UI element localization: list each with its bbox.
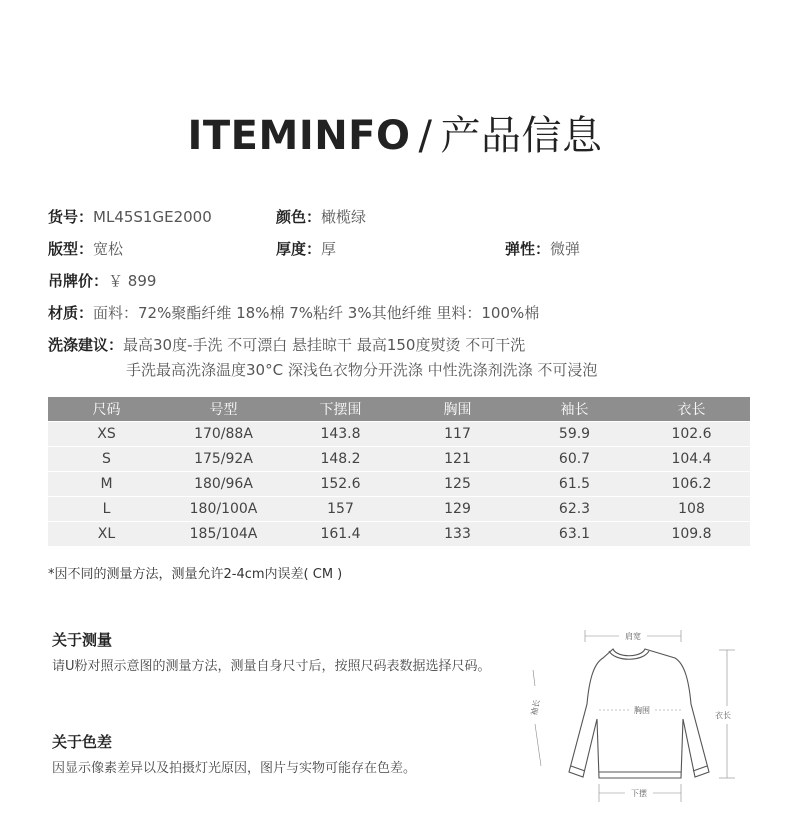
- header-length: 衣长: [633, 397, 750, 422]
- header-size: 尺码: [48, 397, 165, 422]
- size-table: [48, 397, 750, 546]
- table-cell: L: [48, 497, 165, 522]
- table-cell: 63.1: [516, 522, 633, 547]
- table-cell: 161.4: [282, 522, 399, 547]
- table-cell: 129: [399, 497, 516, 522]
- care-line-2: 手洗最高洗涤温度30°C 深浅色衣物分开洗涤 中性洗涤剂洗涤 不可浸泡: [126, 361, 598, 379]
- table-cell: 117: [399, 422, 516, 447]
- table-cell: 133: [399, 522, 516, 547]
- table-cell: 180/100A: [165, 497, 282, 522]
- table-row: [48, 497, 750, 522]
- table-row: [48, 447, 750, 472]
- table-cell: 157: [282, 497, 399, 522]
- table-cell: 170/88A: [165, 422, 282, 447]
- fit-value: 宽松: [93, 240, 124, 258]
- table-row: [48, 422, 750, 447]
- care-label: 洗涤建议：: [48, 336, 124, 354]
- table-cell: 148.2: [282, 447, 399, 472]
- table-cell: 143.8: [282, 422, 399, 447]
- header-hem: 下摆围: [282, 397, 399, 422]
- size-table-header: [48, 397, 750, 422]
- thickness-label: 厚度：: [276, 240, 322, 258]
- info-sku: [48, 206, 212, 227]
- measurement-note: *因不同的测量方法，测量允许2-4cm内误差( CM ): [48, 567, 343, 582]
- measure-heading: 关于测量: [52, 631, 113, 649]
- length-label: 衣长: [715, 711, 731, 720]
- table-cell: 175/92A: [165, 447, 282, 472]
- table-cell: 109.8: [633, 522, 750, 547]
- table-cell: XL: [48, 522, 165, 547]
- color-diff-text: 因显示像素差异以及拍摄灯光原因，图片与实物可能存在色差。: [52, 761, 417, 776]
- header-chest: 胸围: [399, 397, 516, 422]
- table-cell: 59.9: [516, 422, 633, 447]
- price-value: ￥ 899: [108, 272, 157, 290]
- color-diff-heading: 关于色差: [52, 733, 113, 751]
- page-title: [0, 104, 790, 161]
- measure-text: 请U粉对照示意图的测量方法，测量自身尺寸后，按照尺码表数据选择尺码。: [52, 659, 491, 674]
- info-thickness: [276, 238, 336, 259]
- table-row: [48, 522, 750, 547]
- info-color: [276, 206, 366, 227]
- header-spec: 号型: [165, 397, 282, 422]
- sku-label: 货号：: [48, 208, 94, 226]
- table-cell: 61.5: [516, 472, 633, 497]
- table-cell: 106.2: [633, 472, 750, 497]
- material-value: 面料：72%聚酯纤维 18%棉 7%粘纤 3%其他纤维 里料：100%棉: [93, 304, 540, 322]
- info-material: [48, 302, 539, 323]
- table-cell: 60.7: [516, 447, 633, 472]
- info-elasticity: [505, 238, 580, 259]
- chest-label: 胸围: [634, 706, 650, 715]
- hem-label: 下摆: [631, 789, 647, 798]
- table-cell: S: [48, 447, 165, 472]
- table-cell: 121: [399, 447, 516, 472]
- table-cell: M: [48, 472, 165, 497]
- table-cell: 102.6: [633, 422, 750, 447]
- table-cell: 152.6: [282, 472, 399, 497]
- sku-value: ML45S1GE2000: [93, 208, 212, 226]
- color-label: 颜色：: [276, 208, 322, 226]
- care-line-1: 最高30度-手洗 不可漂白 悬挂晾干 最高150度熨烫 不可干洗: [123, 336, 526, 354]
- table-cell: 108: [633, 497, 750, 522]
- table-cell: XS: [48, 422, 165, 447]
- fit-label: 版型：: [48, 240, 94, 258]
- table-cell: 180/96A: [165, 472, 282, 497]
- price-label: 吊牌价：: [48, 272, 109, 290]
- color-value: 橄榄绿: [321, 208, 367, 226]
- title-separator: /: [418, 113, 433, 159]
- title-en: ITEMINFO: [187, 113, 411, 159]
- table-row: [48, 472, 750, 497]
- material-label: 材质：: [48, 304, 94, 322]
- measurement-diagram: [505, 620, 745, 810]
- header-sleeve: 袖长: [516, 397, 633, 422]
- info-price: [48, 270, 156, 291]
- info-fit: [48, 238, 123, 259]
- table-cell: 62.3: [516, 497, 633, 522]
- sleeve-label: 袖长: [529, 698, 542, 717]
- table-cell: 104.4: [633, 447, 750, 472]
- elasticity-label: 弹性：: [505, 240, 551, 258]
- info-care: [48, 334, 525, 355]
- thickness-value: 厚: [321, 240, 337, 258]
- title-cn: 产品信息: [440, 113, 603, 159]
- shoulder-label: 肩宽: [625, 632, 641, 641]
- elasticity-value: 微弹: [550, 240, 581, 258]
- table-cell: 185/104A: [165, 522, 282, 547]
- table-cell: 125: [399, 472, 516, 497]
